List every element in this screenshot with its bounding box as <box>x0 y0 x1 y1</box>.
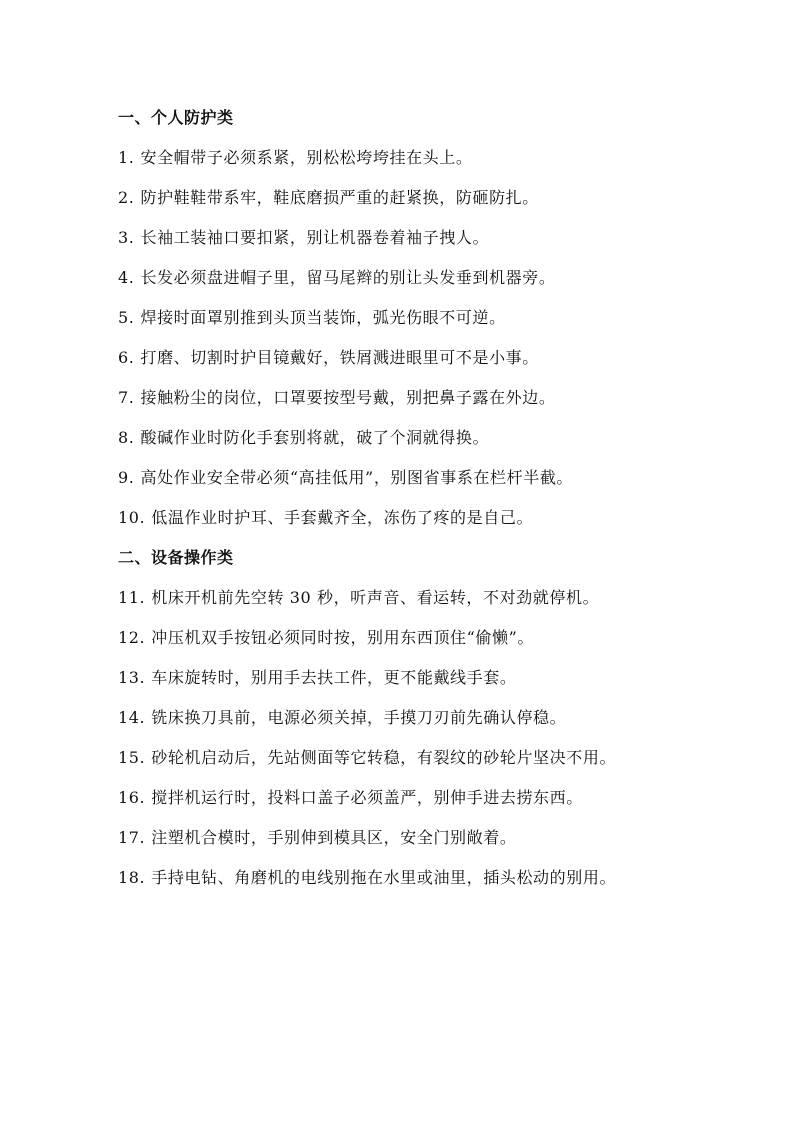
item-number: 9. <box>118 468 135 487</box>
item-text: 机床开机前先空转 30 秒，听声音、看运转，不对劲就停机。 <box>151 588 600 607</box>
item-number: 12. <box>118 628 146 647</box>
list-item <box>118 258 678 298</box>
list-item <box>118 218 678 258</box>
item-number: 4. <box>118 268 135 287</box>
section-personal-protection <box>118 98 678 538</box>
list-item <box>118 658 678 698</box>
item-text: 长袖工装袖口要扣紧，别让机器卷着袖子拽人。 <box>140 228 490 247</box>
list-item <box>118 178 678 218</box>
item-number: 8. <box>118 428 135 447</box>
item-text: 砂轮机启动后，先站侧面等它转稳，有裂纹的砂轮片坚决不用。 <box>151 748 617 767</box>
item-number: 16. <box>118 788 146 807</box>
list-item <box>118 498 678 538</box>
item-number: 1. <box>118 148 135 167</box>
item-number: 14. <box>118 708 146 727</box>
list-item <box>118 698 678 738</box>
list-item <box>118 418 678 458</box>
section-heading: 一、个人防护类 <box>118 108 234 127</box>
item-text: 手持电钻、角磨机的电线别拖在水里或油里，插头松动的别用。 <box>151 868 617 887</box>
section-heading: 二、设备操作类 <box>118 548 234 567</box>
item-number: 2. <box>118 188 135 207</box>
item-number: 3. <box>118 228 135 247</box>
item-number: 18. <box>118 868 146 887</box>
item-number: 15. <box>118 748 146 767</box>
list-item <box>118 738 678 778</box>
item-text: 酸碱作业时防化手套别将就，破了个洞就得换。 <box>140 428 490 447</box>
list-item <box>118 818 678 858</box>
item-number: 11. <box>118 588 146 607</box>
document-page <box>118 98 678 898</box>
list-item <box>118 578 678 618</box>
section-equipment-operation <box>118 538 678 898</box>
item-number: 13. <box>118 668 146 687</box>
list-item <box>118 778 678 818</box>
item-text: 防护鞋鞋带系牢，鞋底磨损严重的赶紧换，防砸防扎。 <box>140 188 539 207</box>
item-text: 打磨、切割时护目镜戴好，铁屑溅进眼里可不是小事。 <box>140 348 539 367</box>
item-text: 搅拌机运行时，投料口盖子必须盖严，别伸手进去捞东西。 <box>151 788 583 807</box>
item-text: 安全帽带子必须系紧，别松松垮垮挂在头上。 <box>140 148 473 167</box>
item-text: 车床旋转时，别用手去扶工件，更不能戴线手套。 <box>151 668 517 687</box>
item-text: 铣床换刀具前，电源必须关掉，手摸刀刃前先确认停稳。 <box>151 708 567 727</box>
item-number: 6. <box>118 348 135 367</box>
list-item <box>118 338 678 378</box>
item-text: 接触粉尘的岗位，口罩要按型号戴，别把鼻子露在外边。 <box>140 388 556 407</box>
list-item <box>118 618 678 658</box>
item-text: 焊接时面罩别推到头顶当装饰，弧光伤眼不可逆。 <box>140 308 506 327</box>
item-text: 注塑机合模时，手别伸到模具区，安全门别敞着。 <box>151 828 517 847</box>
item-text: 低温作业时护耳、手套戴齐全，冻伤了疼的是自己。 <box>151 508 534 527</box>
item-text: 长发必须盘进帽子里，留马尾辫的别让头发垂到机器旁。 <box>140 268 556 287</box>
item-number: 7. <box>118 388 135 407</box>
list-item <box>118 138 678 178</box>
list-item <box>118 298 678 338</box>
list-item <box>118 378 678 418</box>
item-number: 5. <box>118 308 135 327</box>
item-text: 冲压机双手按钮必须同时按，别用东西顶住“偷懒”。 <box>151 628 535 647</box>
item-number: 10. <box>118 508 146 527</box>
list-item <box>118 458 678 498</box>
item-text: 高处作业安全带必须“高挂低用”，别图省事系在栏杆半截。 <box>140 468 574 487</box>
item-number: 17. <box>118 828 146 847</box>
list-item <box>118 858 678 898</box>
